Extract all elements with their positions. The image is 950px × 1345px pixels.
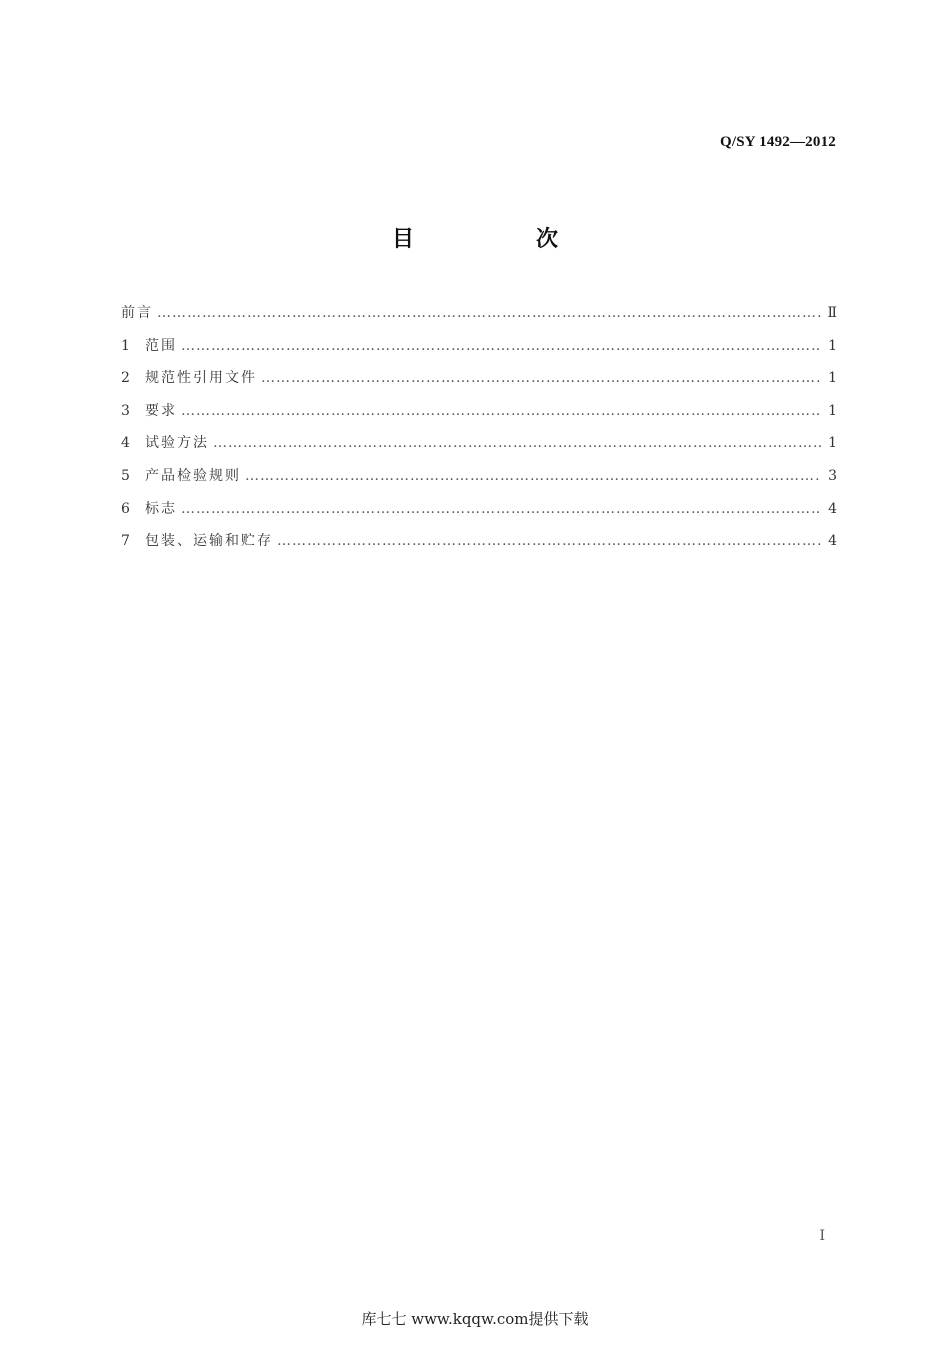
toc-leader-dots xyxy=(213,435,821,451)
toc-entry-inspection-rules[interactable] xyxy=(121,465,837,498)
toc-entry-page: 4 xyxy=(828,533,837,550)
download-footer-note: 库七七 www.kqqw.com提供下载 xyxy=(361,1310,589,1328)
toc-entry-normative-references[interactable] xyxy=(121,367,837,400)
toc-entry-number: 4 xyxy=(121,435,130,452)
toc-leader-dots xyxy=(157,305,821,321)
toc-entry-label: 标志 xyxy=(145,500,177,517)
toc-entry-page: 1 xyxy=(828,370,837,387)
toc-leader-dots xyxy=(245,468,821,484)
toc-entry-page: 1 xyxy=(828,337,837,354)
toc-entry-label: 范围 xyxy=(145,337,177,354)
toc-leader-dots xyxy=(277,533,821,549)
toc-entry-requirements[interactable] xyxy=(121,400,837,433)
toc-entry-label: 产品检验规则 xyxy=(145,467,241,484)
toc-entry-label: 试验方法 xyxy=(145,435,209,452)
toc-leader-dots xyxy=(181,501,821,517)
toc-entry-page: 3 xyxy=(828,467,837,484)
toc-entry-label: 要求 xyxy=(145,402,177,419)
toc-entry-number: 3 xyxy=(121,402,130,419)
toc-entry-page: Ⅱ xyxy=(827,305,837,321)
toc-entry-packaging[interactable] xyxy=(121,530,837,563)
page-number: I xyxy=(819,1228,825,1244)
toc-entry-label: 包装、运输和贮存 xyxy=(145,533,273,550)
toc-leader-dots xyxy=(181,338,821,354)
standard-code: Q/SY 1492—2012 xyxy=(719,134,836,150)
toc-entry-number: 1 xyxy=(121,337,130,354)
toc-leader-dots xyxy=(181,403,821,419)
toc-entry-number: 2 xyxy=(121,370,130,387)
toc-entry-page: 1 xyxy=(828,402,837,419)
page-title: 目 次 xyxy=(391,227,608,252)
toc-entry-scope[interactable] xyxy=(121,335,837,368)
toc-entry-foreword[interactable] xyxy=(121,302,837,335)
toc-entry-page: 1 xyxy=(828,435,837,452)
table-of-contents xyxy=(121,302,837,563)
toc-leader-dots xyxy=(261,370,821,386)
toc-entry-page: 4 xyxy=(828,500,837,517)
toc-entry-number: 5 xyxy=(121,467,130,484)
toc-entry-number: 6 xyxy=(121,500,130,517)
toc-entry-number: 7 xyxy=(121,533,130,550)
toc-entry-label: 前言 xyxy=(121,305,153,321)
toc-entry-test-methods[interactable] xyxy=(121,432,837,465)
toc-entry-label: 规范性引用文件 xyxy=(145,370,257,387)
toc-entry-marking[interactable] xyxy=(121,498,837,531)
